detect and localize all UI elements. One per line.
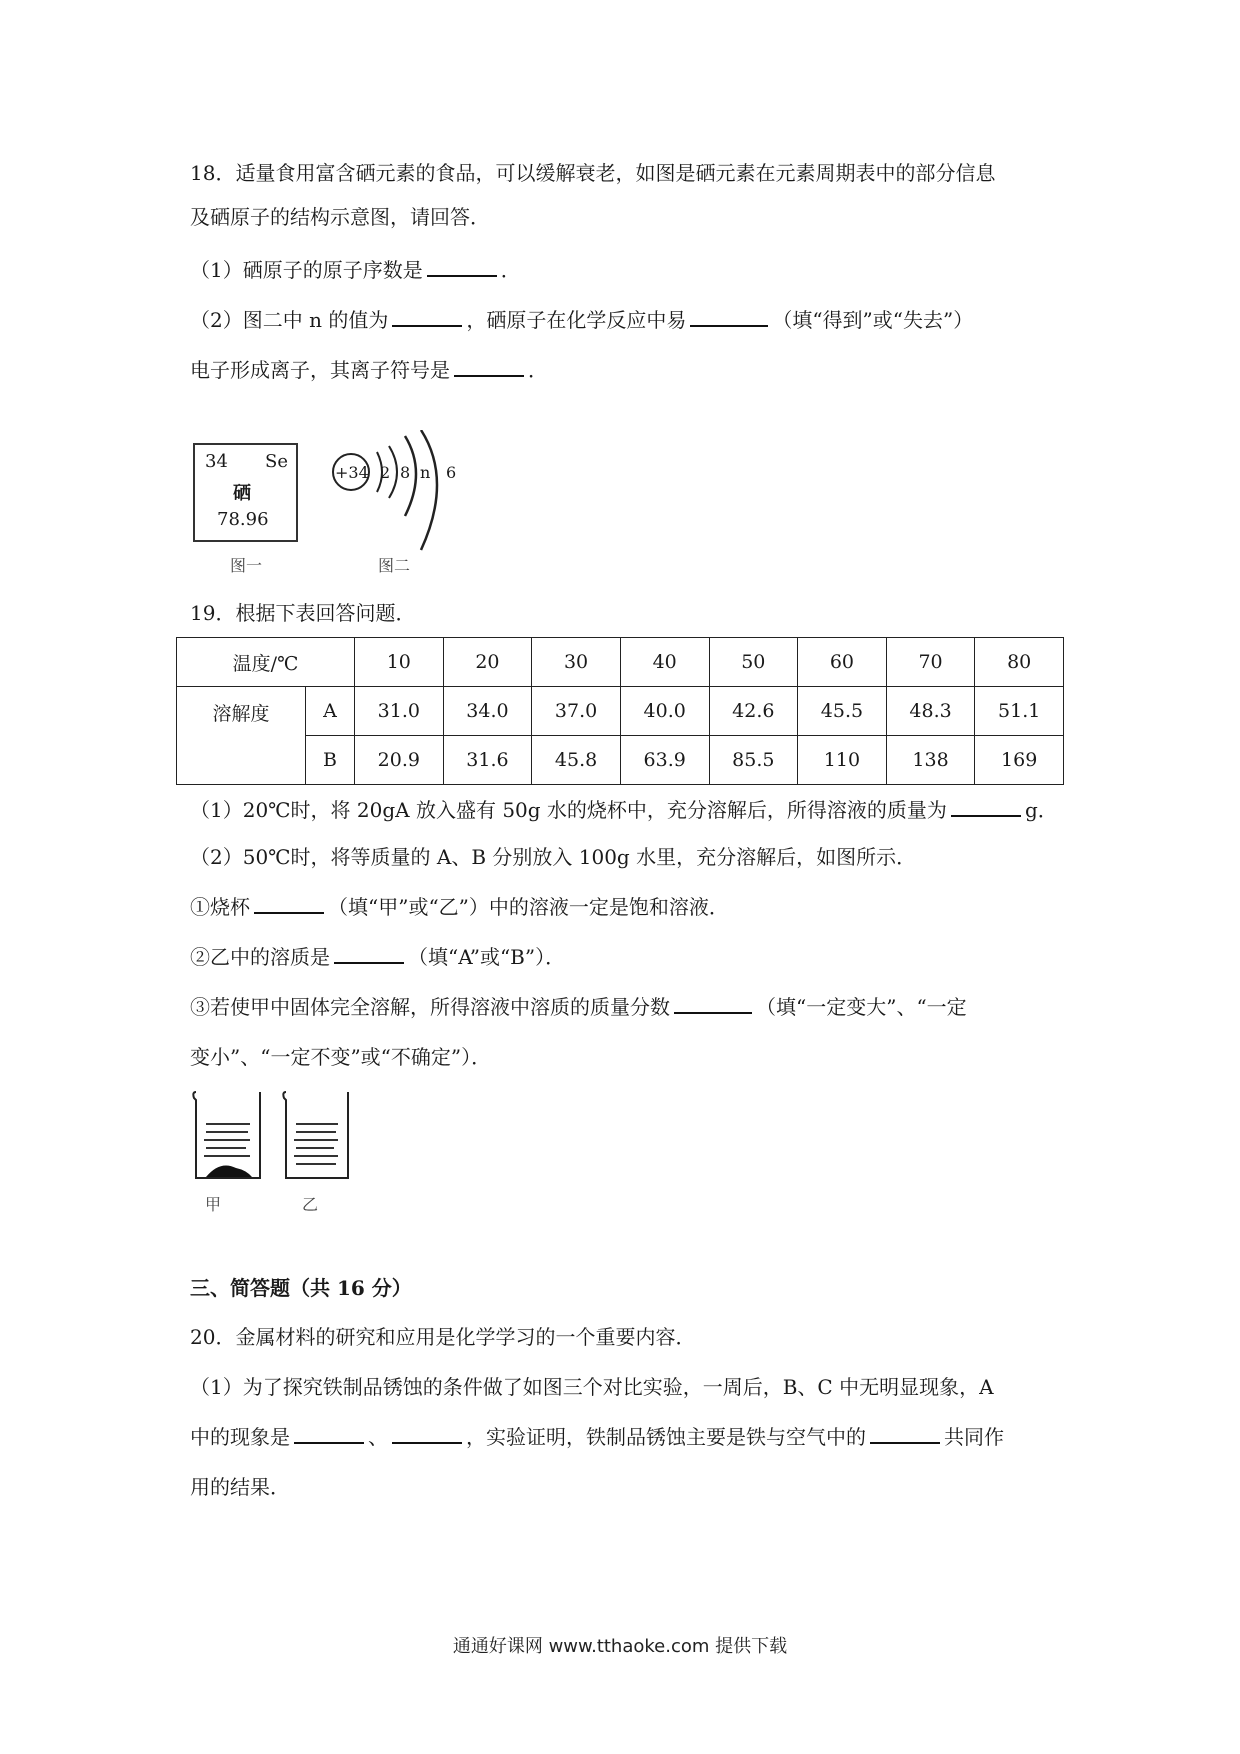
q19-sub2-text-a: ②乙中的溶质是 [190,945,330,969]
q20-part1-line1: （1）为了探究铁制品锈蚀的条件做了如图三个对比实验，一周后，B、C 中无明显现象，A [190,1375,994,1399]
nucleus-charge: +34 [335,463,369,482]
q19-sub3-text-a: ③若使甲中固体完全溶解，所得溶液中溶质的质量分数 [190,995,670,1019]
q18-part2-line2-end: ． [528,358,548,382]
page-footer: 通通好课网 www.tthaoke.com 提供下载 [452,1636,788,1657]
q18-part2-text-b: ，硒原子在化学反应中易 [466,308,687,332]
q19-part1 [190,796,1058,824]
value-cell: 45.5 [798,687,887,736]
value-cell: 31.6 [443,736,532,785]
value-cell: 42.6 [709,687,798,736]
q18-part2 [190,306,973,334]
value-cell: 138 [886,736,975,785]
q18-part2-text-a: （2）图二中 n 的值为 [190,308,389,332]
q18-part1 [190,256,521,284]
value-cell: 40.0 [620,687,709,736]
q20-part1-text-d: 共同作 [944,1425,1004,1449]
atom-structure-figure [325,430,465,565]
q19-part1-unit: g． [1024,798,1058,822]
q18-part1-text: （1）硒原子的原子序数是 [190,258,423,282]
temp-cell: 70 [886,638,975,687]
value-cell: 169 [975,736,1064,785]
beaker-jia-figure [190,1088,270,1188]
table-row [177,736,1064,785]
answer-blank[interactable] [254,894,324,914]
value-cell: 31.0 [355,687,444,736]
temp-cell: 50 [709,638,798,687]
value-cell: 20.9 [355,736,444,785]
row-label-b: B [306,736,355,785]
q19-sub3-line2: 变小”、“一定不变”或“不确定”）． [190,1045,492,1069]
solubility-header-cell: 溶解度 [177,687,306,785]
q18-stem-line2: 及硒原子的结构示意图，请回答． [190,205,490,229]
value-cell: 63.9 [620,736,709,785]
shell-count-4: 6 [446,463,457,482]
q19-part1-text: （1）20℃时，将 20gA 放入盛有 50g 水的烧杯中，充分溶解后，所得溶液的质量为 [190,798,947,822]
element-name: 硒 [233,483,251,504]
value-cell: 110 [798,736,887,785]
figure1-caption: 图一 [230,556,263,575]
q19-stem: 19．根据下表回答问题． [190,601,416,625]
q20-part1-line3: 用的结果． [190,1475,290,1499]
q20-stem: 20．金属材料的研究和应用是化学学习的一个重要内容． [190,1325,696,1349]
temp-cell: 80 [975,638,1064,687]
q20-part1-text-a: 中的现象是 [190,1425,290,1449]
table-row [177,638,1064,687]
electron-shell-4 [421,430,437,550]
q19-sub1 [190,893,729,921]
q18-part2-line2 [190,356,548,384]
figure2-caption: 图二 [378,556,411,575]
element-cell-figure [193,443,298,542]
q19-sub3-text-b: （填“一定变大”、“一定 [756,995,967,1019]
q19-sub1-text-b: （填“甲”或“乙”）中的溶液一定是饱和溶液． [328,895,729,919]
q19-part2: （2）50℃时，将等质量的 A、B 分别放入 100g 水里，充分溶解后，如图所示． [190,845,917,869]
temp-cell: 40 [620,638,709,687]
atomic-mass: 78.96 [217,509,269,530]
value-cell: 37.0 [532,687,621,736]
value-cell: 34.0 [443,687,532,736]
answer-blank[interactable] [454,357,524,377]
temp-cell: 60 [798,638,887,687]
electron-shell-2 [389,446,397,498]
atomic-number: 34 [205,451,228,472]
q19-sub2 [190,943,565,971]
table-row [177,687,1064,736]
beaker-yi-figure [278,1088,358,1188]
q19-sub3 [190,993,967,1021]
q18-part1-end: ． [500,258,521,282]
temp-cell: 30 [532,638,621,687]
q19-sub1-text-a: ①烧杯 [190,895,250,919]
section3-heading: 三、简答题（共 16 分） [190,1276,412,1300]
answer-blank[interactable] [392,307,462,327]
answer-blank[interactable] [294,1424,364,1444]
solubility-table [176,637,1064,785]
shell-count-1: 2 [380,463,391,482]
temp-header-cell: 温度/℃ [177,638,355,687]
answer-blank[interactable] [427,257,497,277]
q19-sub2-text-b: （填“A”或“B”）． [408,945,566,969]
shell-count-3: n [420,463,431,482]
q20-part1-text-b: 、 [368,1425,388,1449]
answer-blank[interactable] [690,307,768,327]
answer-blank[interactable] [951,797,1021,817]
beaker-jia-label: 甲 [205,1195,222,1214]
q18-stem-line1: 18．适量食用富含硒元素的食品，可以缓解衰老，如图是硒元素在元素周期表中的部分信息 [190,161,996,185]
answer-blank[interactable] [334,944,404,964]
temp-cell: 10 [355,638,444,687]
value-cell: 48.3 [886,687,975,736]
q20-part1-line2 [190,1423,1004,1451]
value-cell: 85.5 [709,736,798,785]
q20-part1-text-c: ，实验证明，铁制品锈蚀主要是铁与空气中的 [466,1425,866,1449]
temp-cell: 20 [443,638,532,687]
q18-part2-text-c: （填“得到”或“失去”） [772,308,974,332]
answer-blank[interactable] [870,1424,940,1444]
value-cell: 45.8 [532,736,621,785]
value-cell: 51.1 [975,687,1064,736]
element-symbol: Se [265,451,288,472]
row-label-a: A [306,687,355,736]
shell-count-2: 8 [400,463,411,482]
beaker-yi-label: 乙 [302,1195,319,1214]
answer-blank[interactable] [392,1424,462,1444]
answer-blank[interactable] [674,994,752,1014]
q18-part2-line2-text: 电子形成离子，其离子符号是 [190,358,450,382]
